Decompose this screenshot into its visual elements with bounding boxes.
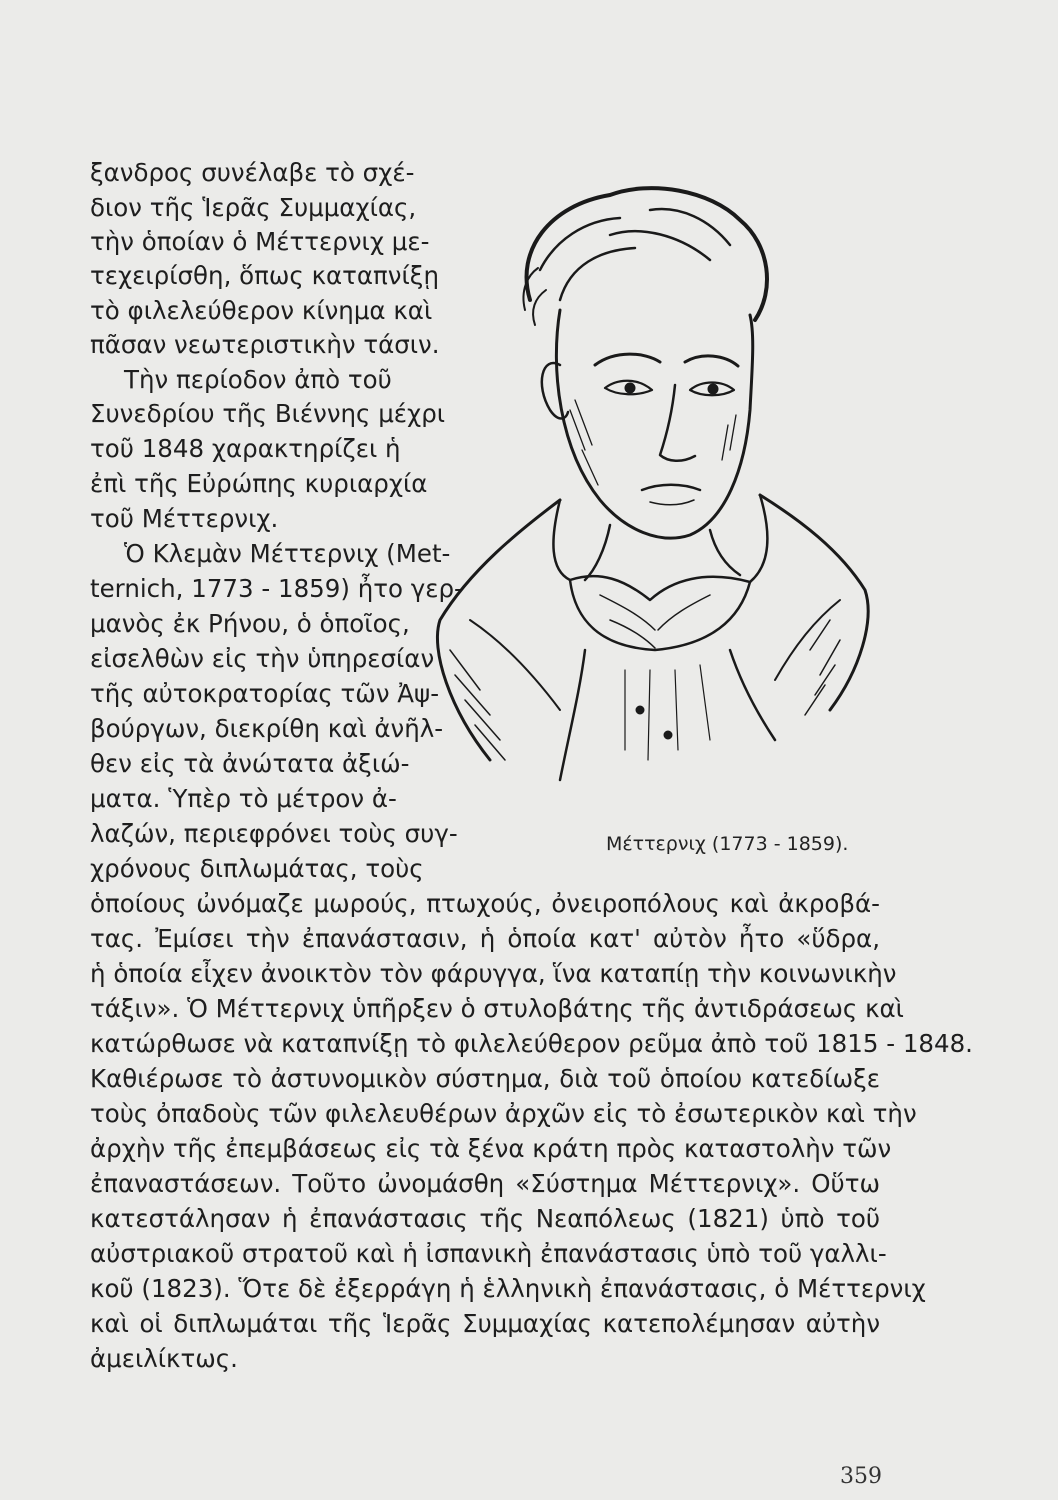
text-line: ξανδρος συνέλαβε τὸ σχέ-	[90, 158, 415, 187]
text-line: τας. Ἐμίσει τὴν ἐπανάστασιν, ἡ ὁποία κατ' αὐτὸν ἦτο «ὕδρα,	[90, 924, 880, 953]
text-line: πᾶσαν νεωτεριστικὴν τάσιν.	[90, 330, 440, 359]
text-line: κατεστάλησαν ἡ ἐπανάστασις τῆς Νεαπόλεως (1821) ὑπὸ τοῦ	[90, 1204, 880, 1233]
text-line: ἀρχὴν τῆς ἐπεμβάσεως εἰς τὰ ξένα κράτη πρὸς καταστολὴν τῶν	[90, 1134, 892, 1163]
text-line: αὐστριακοῦ στρατοῦ καὶ ἡ ἰσπανικὴ ἐπανάστασις ὑπὸ τοῦ γαλλι-	[90, 1239, 887, 1268]
text-line: τὸ φιλελεύθερον κίνημα καὶ	[90, 296, 433, 325]
text-line: ἀμειλίκτως.	[90, 1344, 238, 1373]
text-line: ὁποίους ὠνόμαζε μωρούς, πτωχούς, ὀνειροπόλους καὶ ἀκροβά-	[90, 889, 880, 918]
portrait-engraving-icon	[410, 150, 880, 790]
text-line: θεν εἰς τὰ ἀνώτατα ἀξιώ-	[90, 749, 410, 778]
text-line: Τὴν περίοδον ἀπὸ τοῦ	[124, 365, 392, 394]
text-line: τοῦ 1848 χαρακτηρίζει ἡ	[90, 434, 401, 463]
text-line: Ὁ Κλεμὰν Μέττερνιχ (Met-	[124, 539, 451, 568]
text-line: βούργων, διεκρίθη καὶ ἀνῆλ-	[90, 714, 444, 743]
text-line: εἰσελθὼν εἰς τὴν ὑπηρεσίαν	[90, 644, 435, 673]
text-line: τῆς αὐτοκρατορίας τῶν Ἀψ-	[90, 679, 440, 708]
text-line: Καθιέρωσε τὸ ἀστυνομικὸν σύστημα, διὰ τοῦ ὁποίου κατεδίωξε	[90, 1064, 880, 1093]
text-line: διον τῆς Ἱερᾶς Συμμαχίας,	[90, 193, 417, 222]
text-line: μανὸς ἐκ Ρήνου, ὁ ὁποῖος,	[90, 609, 410, 638]
text-line: καὶ οἱ διπλωμάται τῆς Ἱερᾶς Συμμαχίας κατεπολέμησαν αὐτὴν	[90, 1309, 880, 1338]
text-line: τοὺς ὀπαδοὺς τῶν φιλελευθέρων ἀρχῶν εἰς τὸ ἐσωτερικὸν καὶ τὴν	[90, 1099, 917, 1128]
text-line: ἐπὶ τῆς Εὐρώπης κυριαρχία	[90, 469, 428, 498]
text-line: χρόνους διπλωμάτας, τοὺς	[90, 854, 424, 883]
text-line: τεχειρίσθη, ὅπως καταπνίξῃ	[90, 261, 439, 290]
text-line: τοῦ Μέττερνιχ.	[90, 504, 279, 533]
text-line: Συνεδρίου τῆς Βιέννης μέχρι	[90, 399, 446, 428]
text-line: ternich, 1773 - 1859) ἦτο γερ-	[90, 574, 463, 603]
text-line: ἡ ὁποία εἶχεν ἀνοικτὸν τὸν φάρυγγα, ἵνα καταπίῃ τὴν κοινωνικὴν	[90, 959, 897, 988]
portrait-caption: Μέττερνιχ (1773 - 1859).	[606, 833, 849, 855]
text-line: κατώρθωσε νὰ καταπνίξῃ τὸ φιλελεύθερον ρεῦμα ἀπὸ τοῦ 1815 - 1848.	[90, 1029, 973, 1058]
text-line: τάξιν». Ὁ Μέττερνιχ ὑπῆρξεν ὁ στυλοβάτης τῆς ἀντιδράσεως καὶ	[90, 994, 904, 1023]
text-line: ματα. Ὑπὲρ τὸ μέτρον ἀ-	[90, 784, 397, 813]
text-line: ἐπαναστάσεων. Τοῦτο ὠνομάσθη «Σύστημα Μέττερνιχ». Οὕτω	[90, 1169, 880, 1198]
text-line: λαζών, περιεφρόνει τοὺς συγ-	[90, 819, 458, 848]
page-number: 359	[840, 1464, 882, 1489]
text-line: τὴν ὁποίαν ὁ Μέττερνιχ με-	[90, 227, 430, 256]
text-line: κοῦ (1823). Ὅτε δὲ ἐξερράγη ἡ ἑλληνικὴ ἐπανάστασις, ὁ Μέττερνιχ	[90, 1274, 926, 1303]
